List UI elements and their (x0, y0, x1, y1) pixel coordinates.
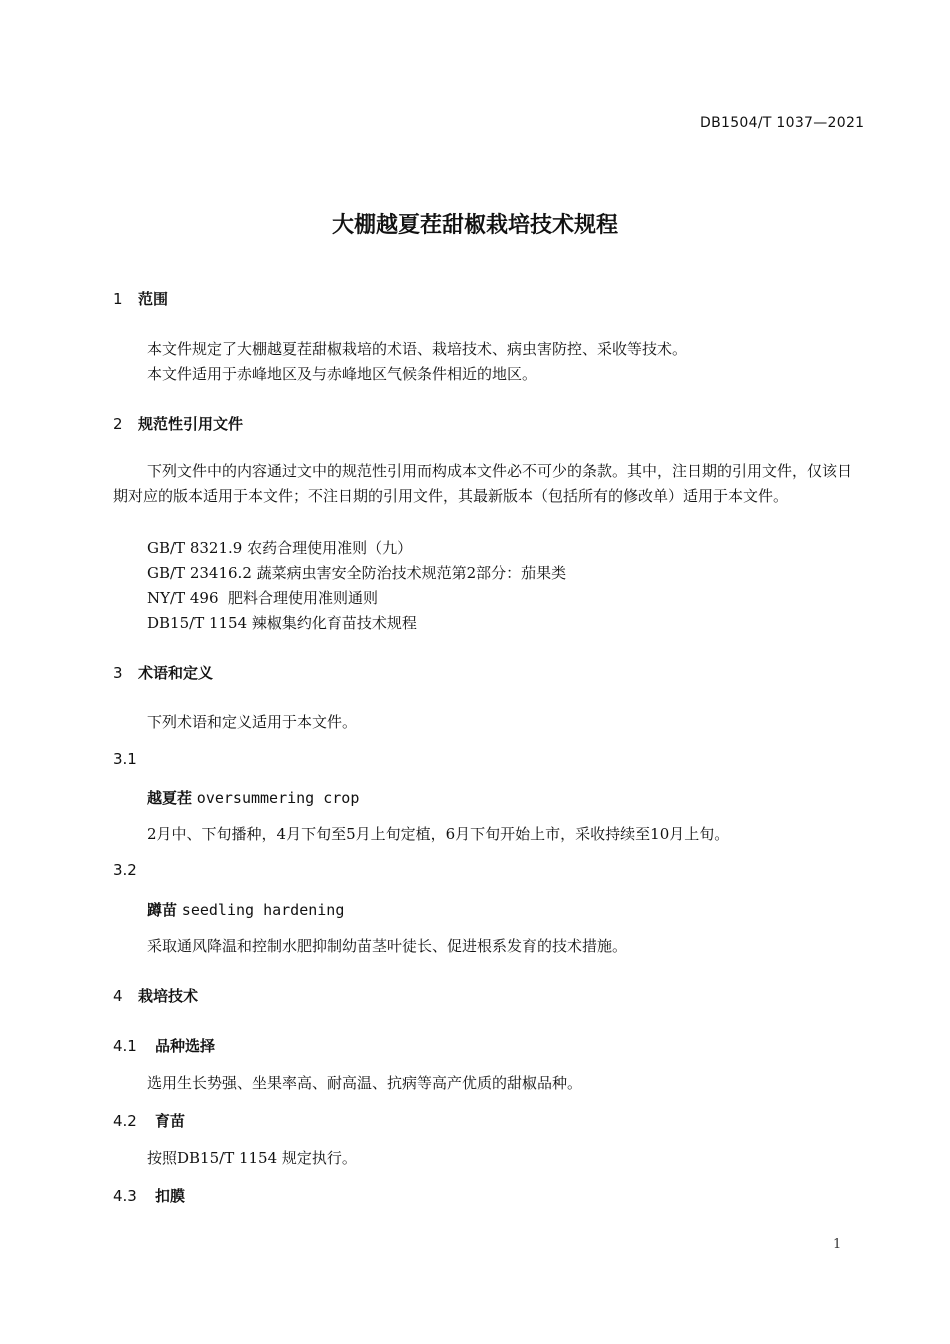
term-en: seedling hardening (181, 901, 345, 919)
subsection-title: 品种选择 (155, 1037, 216, 1055)
document-number: DB1504/T 1037—2021 (700, 115, 865, 131)
term-number: 3.2 (113, 861, 137, 879)
section-heading-1 (113, 288, 168, 309)
term-zh: 越夏茬 (147, 789, 193, 807)
section-number: 3 (113, 664, 123, 682)
paragraph: 按照DB15/T 1154 规定执行。 (147, 1149, 357, 1167)
paragraph: 选用生长势强、坐果率高、耐高温、抗病等高产优质的甜椒品种。 (147, 1074, 583, 1092)
paragraph: 本文件适用于赤峰地区及与赤峰地区气候条件相近的地区。 (147, 365, 538, 383)
term-definition: 采取通风降温和控制水肥抑制幼苗茎叶徒长、促进根系发育的技术措施。 (147, 937, 628, 955)
reference-item: DB15/T 1154 辣椒集约化育苗技术规程 (147, 614, 417, 632)
term-definition: 2月中、下旬播种，4月下旬至5月上旬定植，6月下旬开始上市，采收持续至10月上旬。 (147, 825, 730, 843)
subsection-heading-4-1 (113, 1035, 215, 1056)
section-title: 范围 (138, 290, 169, 308)
term-entry (147, 899, 344, 920)
term-entry (147, 787, 359, 808)
paragraph-normative-intro: 下列文件中的内容通过文中的规范性引用而构成本文件必不可少的条款。其中，注日期的引用文件，仅该日期对应的版本适用于本文件；不注日期的引用文件，其最新版本（包括所有的修改单）适用于本文件。 (113, 462, 853, 505)
paragraph: 下列术语和定义适用于本文件。 (147, 713, 358, 731)
section-heading-2 (113, 413, 243, 434)
section-title: 栽培技术 (138, 987, 199, 1005)
section-number: 1 (113, 290, 123, 308)
page-number: 1 (833, 1237, 842, 1252)
section-title: 术语和定义 (138, 664, 214, 682)
subsection-heading-4-2 (113, 1110, 185, 1131)
section-number: 4 (113, 987, 123, 1005)
subsection-heading-4-3 (113, 1185, 185, 1206)
subsection-number: 4.3 (113, 1187, 137, 1205)
section-number: 2 (113, 415, 123, 433)
section-heading-4 (113, 985, 198, 1006)
subsection-number: 4.2 (113, 1112, 137, 1130)
section-title: 规范性引用文件 (138, 415, 244, 433)
reference-item: GB/T 8321.9 农药合理使用准则（九） (147, 539, 413, 557)
reference-item: GB/T 23416.2 蔬菜病虫害安全防治技术规范第2部分：茄果类 (147, 564, 567, 582)
section-heading-3 (113, 662, 213, 683)
subsection-number: 4.1 (113, 1037, 137, 1055)
subsection-title: 扣膜 (155, 1187, 186, 1205)
term-en: oversummering crop (196, 789, 360, 807)
paragraph: 本文件规定了大棚越夏茬甜椒栽培的术语、栽培技术、病虫害防控、采收等技术。 (147, 340, 688, 358)
document-title: 大棚越夏茬甜椒栽培技术规程 (331, 213, 618, 238)
subsection-title: 育苗 (155, 1112, 186, 1130)
reference-item: NY/T 496 肥料合理使用准则通则 (147, 589, 379, 607)
term-number: 3.1 (113, 750, 137, 768)
term-zh: 蹲苗 (147, 901, 178, 919)
